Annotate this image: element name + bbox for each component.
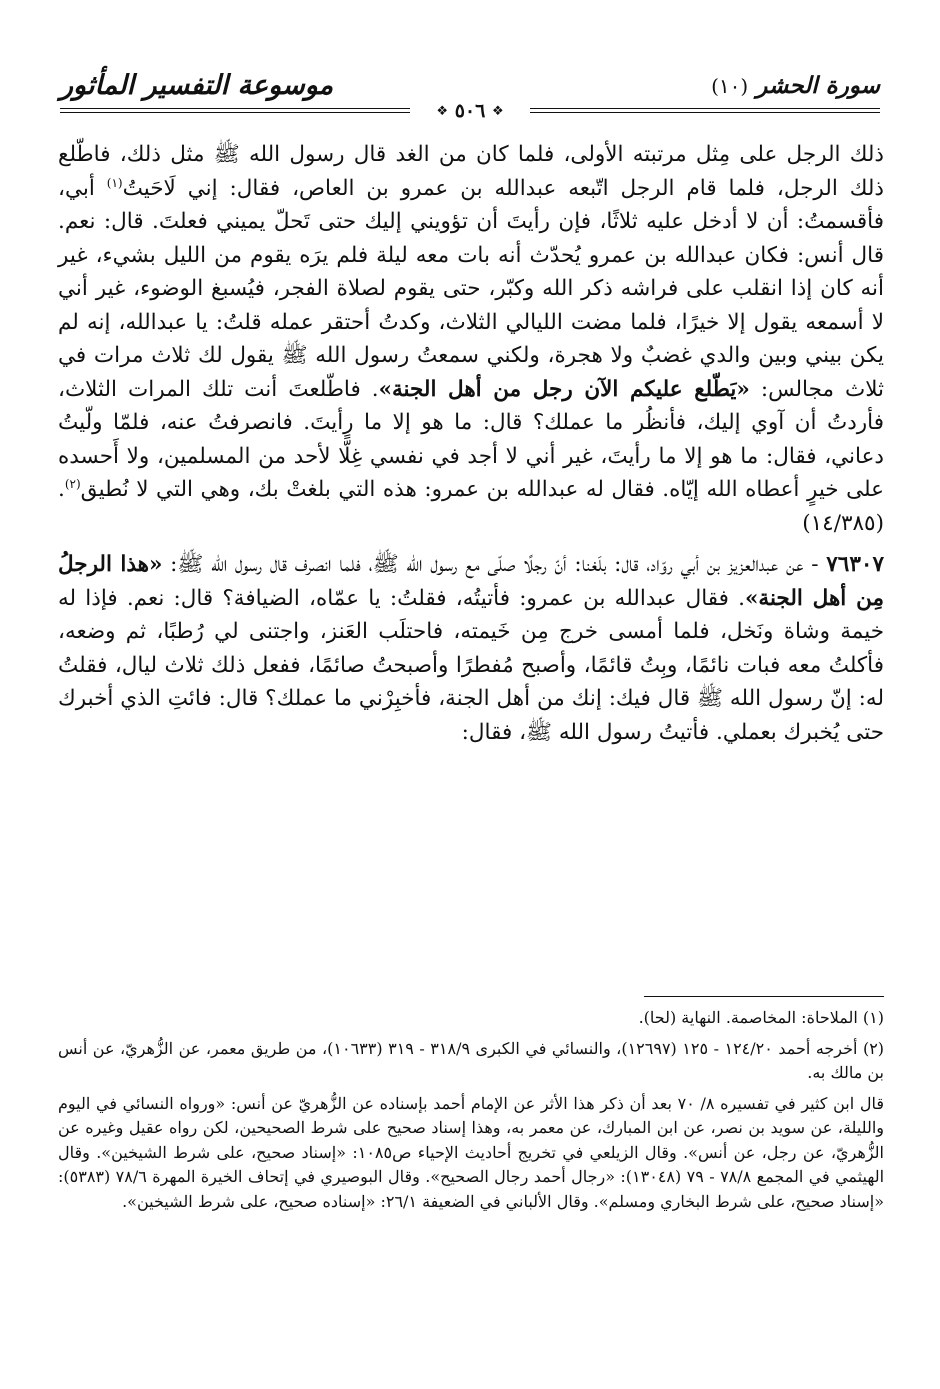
- hadith-quote: «يَطّلع عليكم الآن رجل من أهل الجنة»: [378, 376, 750, 402]
- paragraph-2: [58, 548, 884, 749]
- text-run: . فقال عبدالله بن عمرو: فأتيتُه، فقلتُ: يا عمّاه، الضيافة؟ قال: نعم. فإذا له خيمة وشاة ونَخل، فلما أمسى خرج مِن خَيمته، فاحتلَب العَنز، واجتنى لي رُطبًا، ثم وضعه، فأكلتُ معه فبات نائمًا، وبِتُ قائمًا، وأصبح مُفطرًا وأصبحتُ صائمًا، ففعل ذلك ثلاث ليال، فقلتُ له: إنّ رسول الله ﷺ قال فيك: إنك من أهل الجنة، فأخبِرْني ما عملك؟ قال: فائتِ الذي أخبرك حتى يُخبرك بعملي. فأتيتُ رسول الله ﷺ، فقال:: [58, 585, 884, 745]
- footnote-separator: [644, 996, 884, 997]
- volume-page-ref: (١٤/٣٨٥): [802, 510, 884, 536]
- book-title: موسوعة التفسير المأثور: [60, 70, 334, 101]
- footnote-2: (٢) أخرجه أحمد ١٢٤/٢٠ - ١٢٥ (١٢٦٩٧)، والنسائي في الكبرى ٣١٨/٩ - ٣١٩ (١٠٦٣٣)، من طريق معمر، عن الزُّهريّ، عن أنس بن مالك به.: [58, 1038, 885, 1082]
- running-header: [60, 62, 880, 126]
- page-number-box: [410, 98, 530, 124]
- hadith-number: ٧٦٣٠٧: [826, 552, 884, 577]
- text-run: . فاطّلعتَ أنت تلك المرات الثلاث، فأردتُ أن آوي إليك، فأنظُر ما عملك؟ قال: ما هو إلا ما رأيتَ. فانصرفتُ عنه، فلمّا ولّيتُ دعاني، فقال: ما هو إلا ما رأيتَ، غير أني لا أجد في نفسي غِلًّا لأحد من المسلمين، ولا أَحسده على خيرٍ أعطاه الله إيّاه. فقال له عبدالله بن عمرو: هذه التي بلغتْ بك، وهي التي لا نُطيق: [58, 376, 884, 502]
- surah-name: سورة الحشر: [756, 72, 880, 99]
- text-run: .: [58, 477, 65, 502]
- footnotes: [58, 1006, 884, 1214]
- paragraph-1: [58, 138, 884, 540]
- text-run: - عن عبدالعزيز بن أبي روّاد، قال: بلَغنا: أنّ رجلًا صلّى مع رسول الله ﷺ، فلما انصرف قال رسول الله ﷺ:: [162, 552, 827, 577]
- footnote-1: (١) الملاحاة: المخاصمة. النهاية (لحا).: [638, 1008, 884, 1027]
- footnote-ref-1[interactable]: (١): [106, 175, 123, 190]
- ornament-icon: ❖: [491, 104, 504, 119]
- hadith-quote: «هذا الرجلُ مِن أهل الجنة»: [58, 552, 884, 611]
- verse-number: (١٠): [711, 74, 749, 98]
- page-number: ٥٠٦: [454, 100, 486, 122]
- footnote-2-continued: قال ابن كثير في تفسيره ٨/ ٧٠ بعد أن ذكر هذا الأثر عن الإمام أحمد بإسناده عن الزُّهريّ عن أنس: «ورواه النسائي في اليوم والليلة، عن سويد بن نصر، عن ابن المبارك، عن معمر به، وهذا إسناد صحيح على شرط الصحيحين، لكن رواه عقيل وغيره عن الزُّهريّ، عن رجل، عن أنس». وقال الزيلعي في تخريج أحاديث الإحياء ص١٠٨٥: «إسناد صحيح، على شرط الشيخين». وقال الهيثمي في المجمع ٧٨/٨ - ٧٩ (١٣٠٤٨): «رجال أحمد رجال الصحيح». وقال البوصيري في إتحاف الخيرة المهرة ٧٨/٦ (٥٣٨٣): «إسناد صحيح، على شرط البخاري ومسلم». وقال الألباني في الضعيفة ٢٦/١: «إسناده صحيح، على شرط الشيخين».: [58, 1093, 885, 1211]
- text-run: ذلك الرجل على مِثل مرتبته الأولى، فلما كان من الغد قال رسول الله ﷺ مثل ذلك، فاطّلع ذلك الرجل، فلما قام الرجل اتّبعه عبدالله بن عمرو بن العاص، فقال: إني لَاحَيتُ: [58, 142, 884, 201]
- ornament-icon: ❖: [436, 104, 449, 119]
- main-text: [58, 138, 884, 749]
- text-run: أبي، فأقسمتُ: أن لا أدخل عليه ثلاثًا، فإن رأيتَ أن تؤويني إليك حتى تَحلّ يميني فعلتَ. قال: نعم. قال أنس: فكان عبدالله بن عمرو يُحدّث أنه بات معه ليلة فلم يرَه يقوم من الليل بشيء، غير أنه كان إذا انقلب على فراشه ذكر الله وكبّر، حتى يقوم لصلاة الفجر، فيُسبغ الوضوء، غير أني لا أسمعه يقول إلا خيرًا، فلما مضت الليالي الثلاث، وكدتُ أحتقر عمله قلتُ: يا عبدالله، إنه لم يكن بيني وبين والدي غضبٌ ولا هجرة، ولكني سمعتُ رسول الله ﷺ يقول لك ثلاث مرات في ثلاث مجالس:: [58, 175, 885, 402]
- surah-heading: [711, 72, 880, 99]
- footnote-ref-2[interactable]: (٢): [64, 476, 81, 491]
